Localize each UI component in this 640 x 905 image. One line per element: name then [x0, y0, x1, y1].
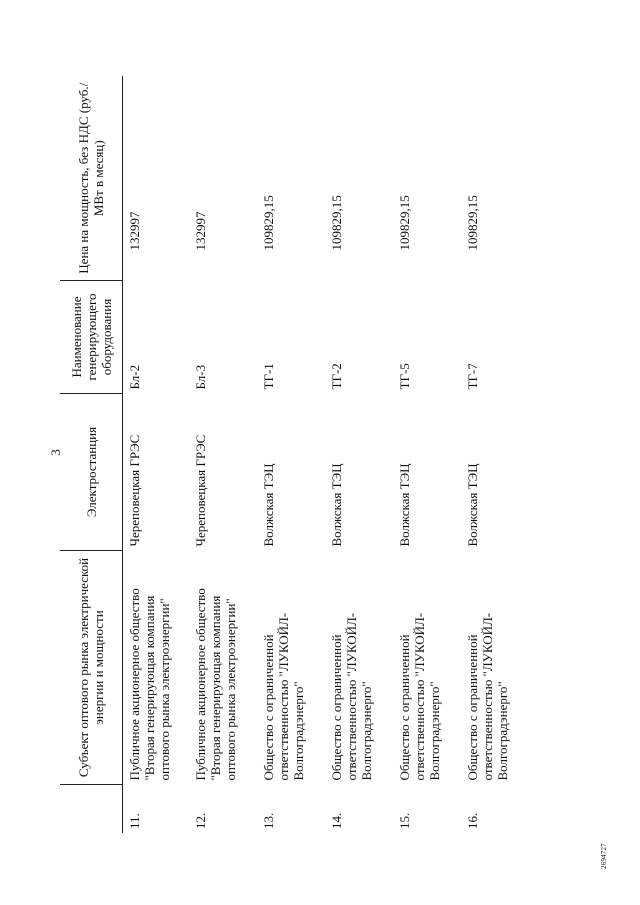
page-number: 3	[48, 449, 63, 456]
row-price: 109829,15	[397, 195, 412, 251]
row-price: 109829,15	[329, 195, 344, 251]
row-price: 132997	[193, 211, 208, 251]
row-equipment: ТГ-7	[465, 363, 480, 390]
table-row	[123, 77, 194, 834]
row-number: 12.	[193, 812, 208, 829]
row-subject: Общество с ограниченной ответственностью "ЛУКОЙЛ-Волгоградэнерго"	[329, 612, 374, 781]
row-subject: Публичное акционерное общество "Вторая генерирующая компания оптового рынка электроэнергии"	[127, 588, 172, 781]
row-number: 14.	[329, 812, 344, 829]
row-station: Волжская ТЭЦ	[329, 463, 344, 547]
table-row	[193, 77, 261, 834]
header-row	[60, 77, 123, 834]
row-station: Волжская ТЭЦ	[397, 463, 412, 547]
row-equipment: ТГ-5	[397, 363, 412, 390]
row-number: 11.	[127, 813, 142, 829]
price-table	[60, 77, 533, 834]
table-row	[465, 77, 533, 834]
header-equipment: Наименование генерирующего оборудования	[60, 281, 123, 394]
row-number: 15.	[397, 812, 412, 829]
row-station: Череповецкая ГРЭС	[127, 434, 142, 547]
document-id: 2694727	[600, 843, 608, 869]
row-number: 16.	[465, 812, 480, 829]
row-subject: Публичное акционерное общество "Вторая генерирующая компания оптового рынка электроэнергии"	[193, 588, 238, 781]
row-subject: Общество с ограниченной ответственностью "ЛУКОЙЛ-Волгоградэнерго"	[397, 612, 442, 781]
row-station: Череповецкая ГРЭС	[193, 434, 208, 547]
table-row	[261, 77, 329, 834]
row-price: 109829,15	[261, 195, 276, 251]
header-number	[60, 785, 123, 834]
row-equipment: ТГ-2	[329, 363, 344, 390]
table-row	[329, 77, 397, 834]
row-equipment: Бл-2	[127, 364, 142, 390]
row-subject: Общество с ограниченной ответственностью "ЛУКОЙЛ-Волгоградэнерго"	[261, 612, 306, 781]
row-station: Волжская ТЭЦ	[261, 463, 276, 547]
row-price: 132997	[127, 211, 142, 251]
row-station: Волжская ТЭЦ	[465, 463, 480, 547]
row-number: 13.	[261, 812, 276, 829]
table-row	[397, 77, 465, 834]
header-price: Цена на мощность, без НДС (руб./МВт в месяц)	[60, 77, 123, 281]
row-equipment: Бл-3	[193, 364, 208, 390]
row-subject: Общество с ограниченной ответственностью "ЛУКОЙЛ-Волгоградэнерго"	[465, 612, 510, 781]
table-body	[123, 77, 534, 834]
row-equipment: ТГ-1	[261, 363, 276, 390]
header-subject: Субъект оптового рынка электрической энергии и мощности	[60, 551, 123, 785]
header-station: Электростанция	[60, 394, 123, 551]
table-header	[60, 77, 123, 834]
row-price: 109829,15	[465, 195, 480, 251]
